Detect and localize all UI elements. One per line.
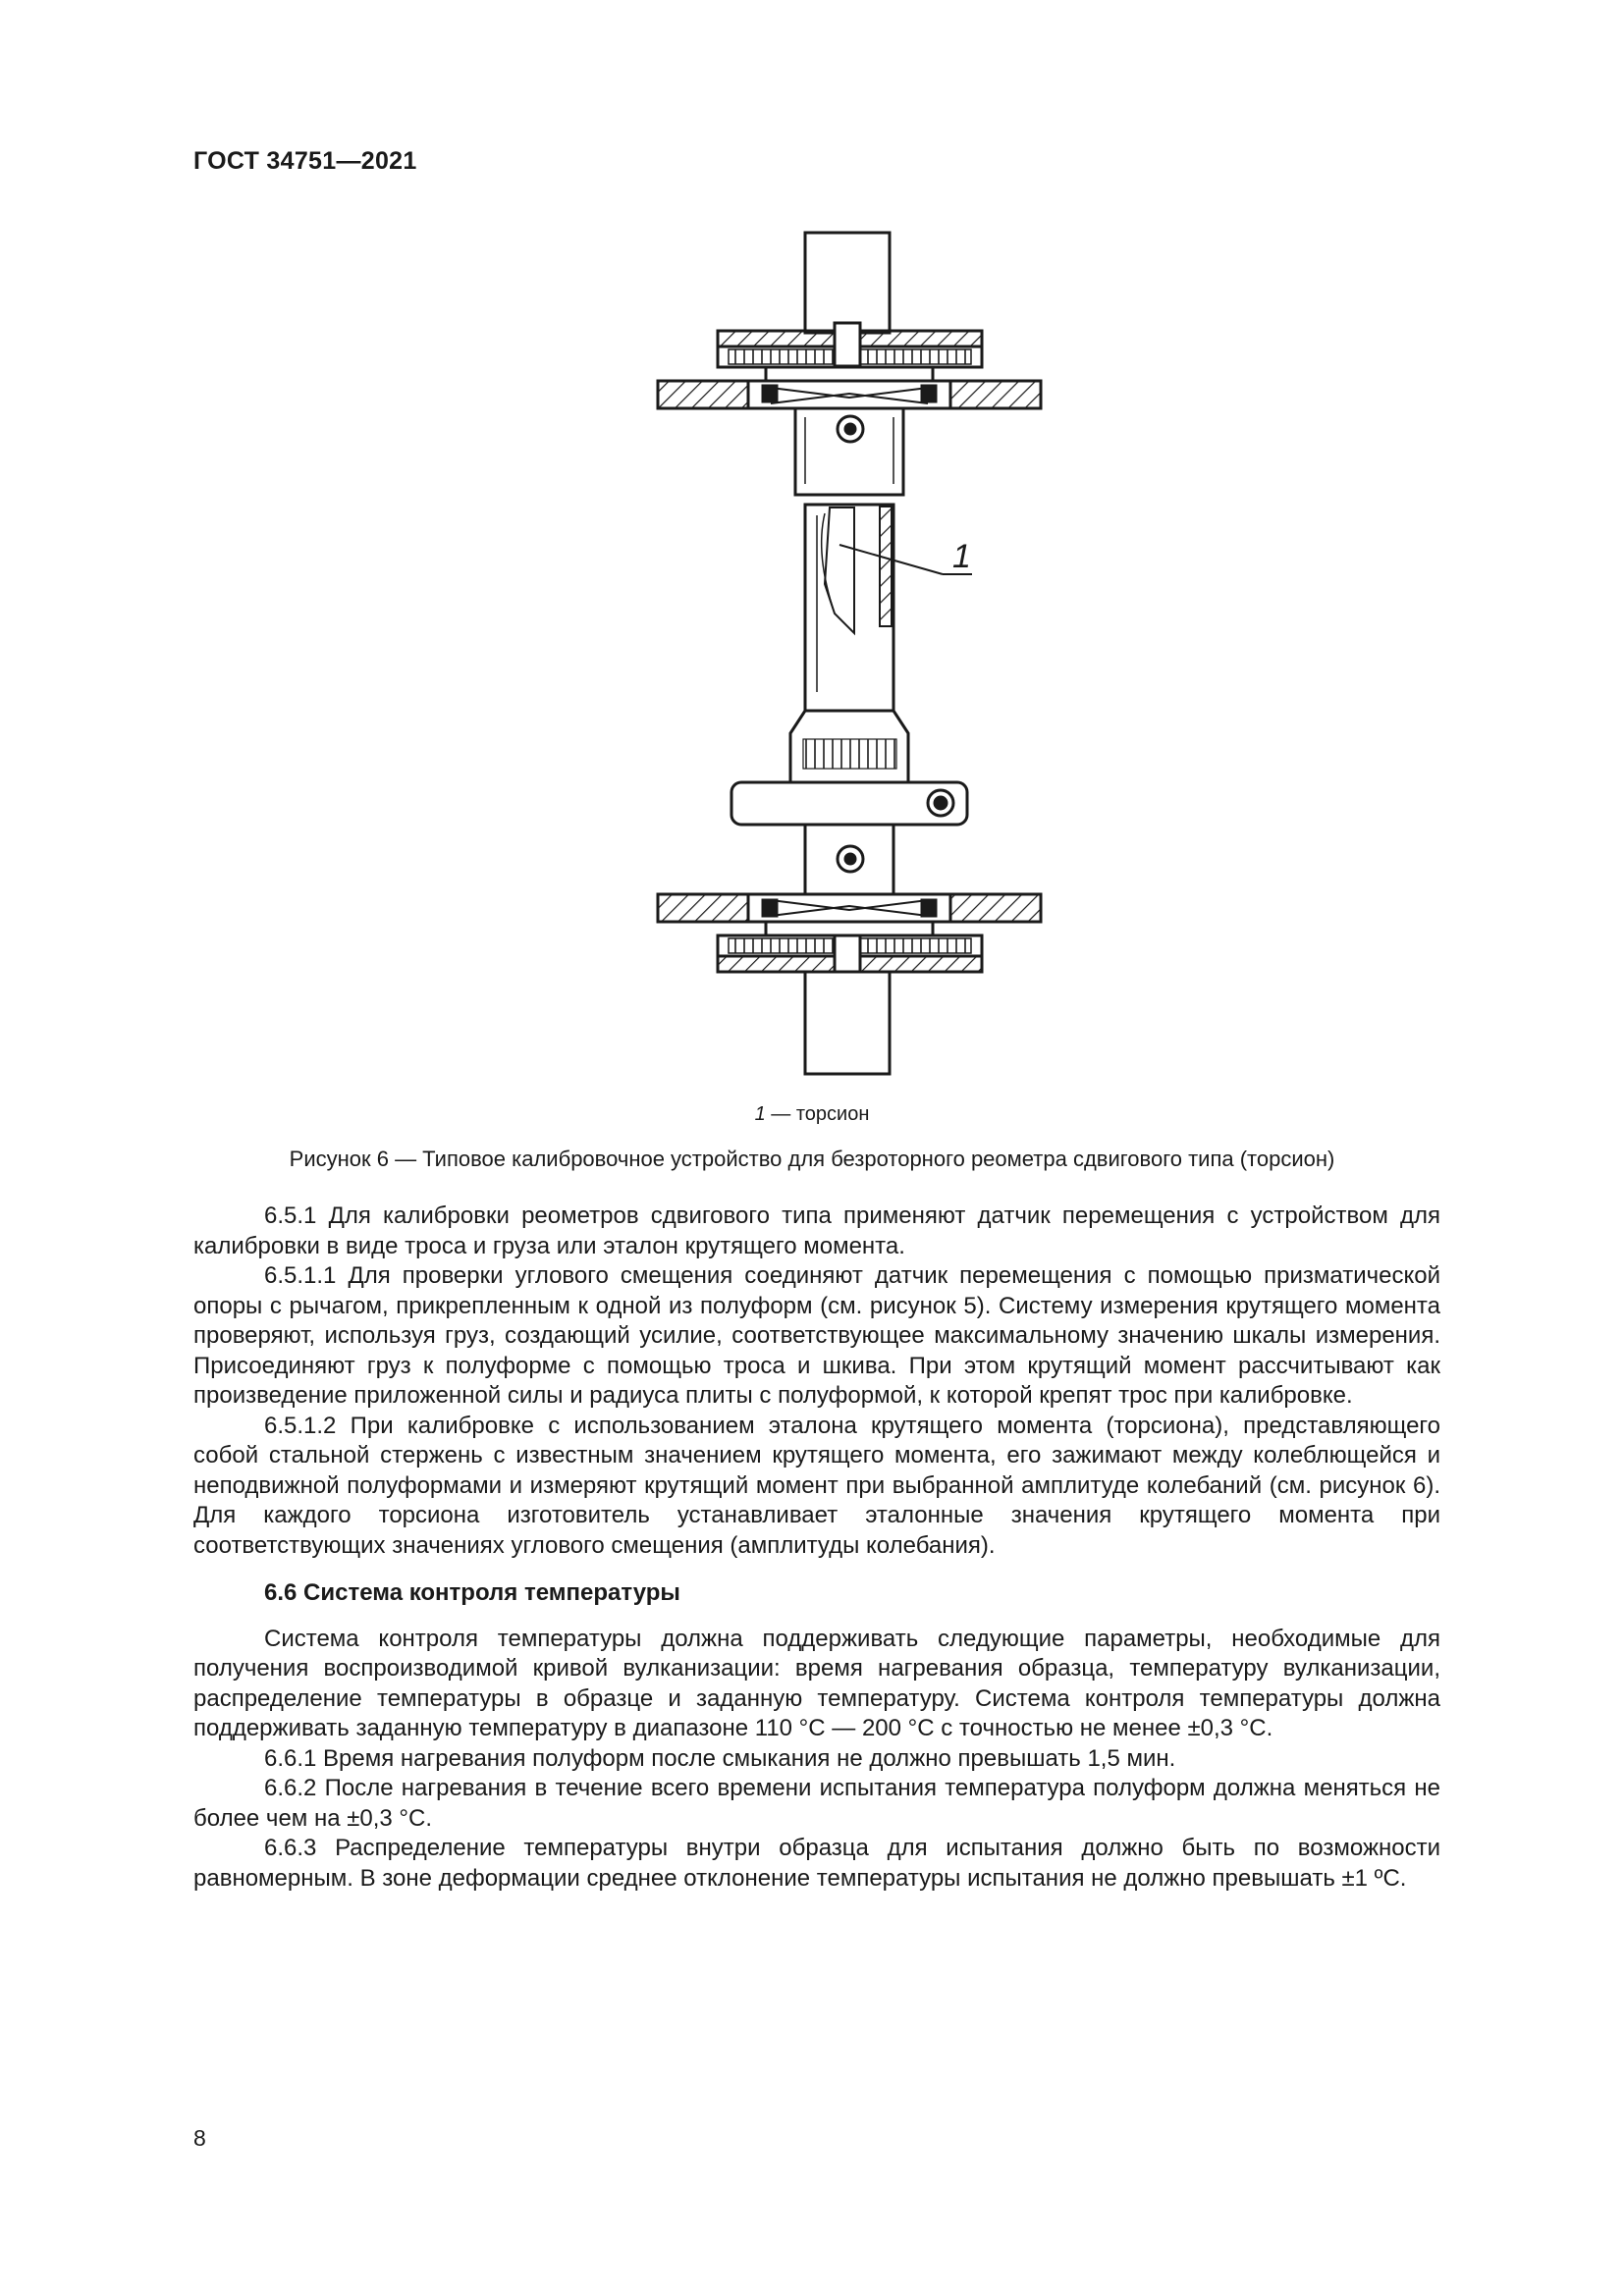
paragraph-6-6-3: 6.6.3 Распределение температуры внутри образца для испытания должно быть по возможности равномерным. В зоне деформации среднее отклонение температуры испытания не должно превышать ±1 ºС. xyxy=(193,1835,1440,1892)
figure-caption: Рисунок 6 — Типовое калибровочное устройство для безроторного реометра сдвигового типа (торсион) xyxy=(289,1147,1335,1171)
figure-legend xyxy=(0,1103,1624,1126)
section-heading-6-6: 6.6 Система контроля температуры xyxy=(264,1579,680,1606)
legend-number: 1 xyxy=(754,1103,766,1125)
page-number: 8 xyxy=(193,2125,206,2151)
paragraph-6-5-1: 6.5.1 Для калибровки реометров сдвигового типа применяют датчик перемещения с устройством для калибровки в виде троса и груза или эталон крутящего момента. xyxy=(193,1202,1440,1259)
paragraph-6-6: Система контроля температуры должна поддерживать следующие параметры, необходимые для получения воспроизводимой кривой вулканизации: время нагревания образца, температуру вулканизации, распределение температуры в образце и заданную температуру. Система контроля температуры должна поддерживать заданную температуру в диапазоне 110 °С — 200 °С с точностью не менее ±0,3 °С. xyxy=(193,1625,1440,1741)
legend-text: — торсион xyxy=(765,1103,870,1125)
paragraph-6-6-1: 6.6.1 Время нагревания полуформ после смыкания не должно превышать 1,5 мин. xyxy=(264,1744,1176,1772)
paragraph-6-5-1-2: 6.5.1.2 При калибровке с использованием эталона крутящего момента (торсиона), представляющего собой стальной стержень с известным значением крутящего момента, его зажимают между колеблющейся и неподвижной полуформами и измеряют крутящий момент при выбранной амплитуде колебаний (см. рисунок 6). Для каждого торсиона изготовитель устанавливает эталонные значения крутящего момента при соответствующих значениях углового смещения (амплитуды колебания). xyxy=(193,1412,1440,1559)
callout-label: 1 xyxy=(952,538,971,575)
document-header: ГОСТ 34751—2021 xyxy=(193,147,417,175)
paragraph-6-6-2: 6.6.2 После нагревания в течение всего времени испытания температура полуформ должна меняться не более чем на ±0,3 °С. xyxy=(193,1775,1440,1832)
torsion-calibration-figure xyxy=(628,221,1090,1085)
body-text xyxy=(193,1201,1440,1894)
paragraph-6-5-1-1: 6.5.1.1 Для проверки углового смещения соединяют датчик перемещения с помощью призматической опоры с рычагом, прикрепленным к одной из полуформ (см. рисунок 5). Систему измерения крутящего момента проверяют, используя груз, создающий усилие, соответствующее максимальному значению шкалы измерения. Присоединяют груз к полуформе с помощью троса и шкива. При этом крутящий момент рассчитывают как произведение приложенной силы и радиуса плиты с полуформой, к которой крепят трос при калибровке. xyxy=(193,1262,1440,1409)
